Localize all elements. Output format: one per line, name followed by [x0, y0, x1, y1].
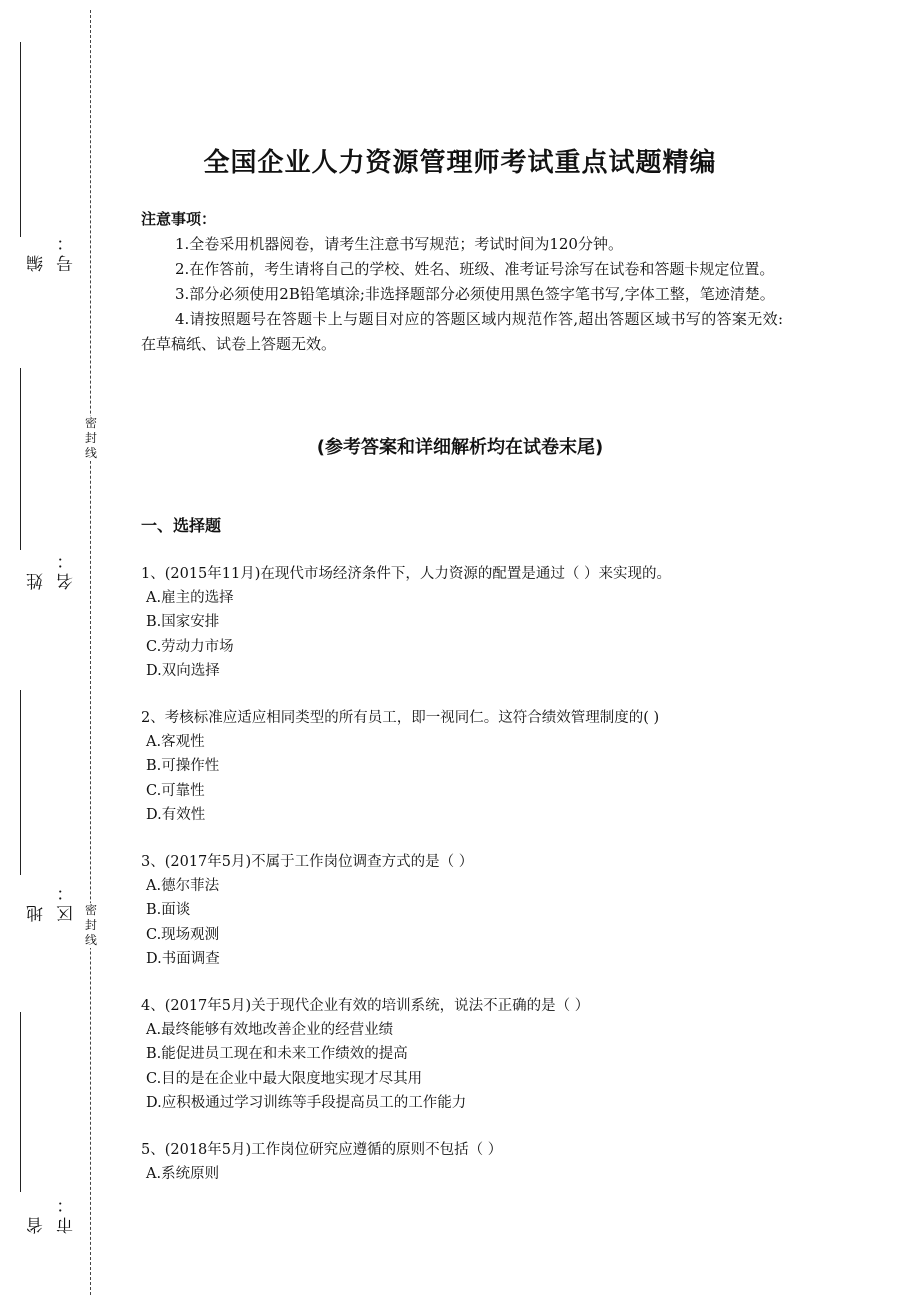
binding-rule-3 — [20, 690, 21, 875]
question-option: A.雇主的选择 — [146, 590, 234, 607]
answer-key-note: (参考答案和详细解析均在试卷末尾) — [316, 437, 604, 458]
question-stem: 2、考核标准应适应相同类型的所有员工，即一视同仁。这符合绩效管理制度的( ) — [141, 710, 660, 726]
exam-title: 全国企业人力资源管理师考试重点试题精编 — [203, 148, 717, 178]
question-option: A.最终能够有效地改善企业的经营业绩 — [146, 1022, 394, 1039]
notice-item: 2.在作答前，考生请将自己的学校、姓名、班级、准考证号涂写在试卷和答题卡规定位置。 — [175, 260, 775, 278]
question-stem: 1、(2015年11月)在现代市场经济条件下，人力资源的配置是通过（ ）来实现的。 — [141, 566, 671, 582]
notice-item: 1.全卷采用机器阅卷，请考生注意书写规范；考试时间为120分钟。 — [175, 235, 623, 253]
question-option: B.面谈 — [146, 902, 191, 919]
question-option: A.德尔菲法 — [146, 878, 220, 895]
notice-heading: 注意事项： — [141, 210, 217, 228]
question-4 — [141, 994, 791, 1115]
question-option: D.双向选择 — [146, 662, 220, 679]
field-serial-label: 编号： — [27, 230, 77, 272]
question-option: B.能促进员工现在和未来工作绩效的提高 — [146, 1046, 408, 1063]
question-option: C.可靠性 — [146, 782, 205, 799]
field-province-label: 省市： — [27, 1192, 77, 1234]
question-option: C.劳动力市场 — [146, 638, 234, 655]
question-stem: 5、(2018年5月)工作岗位研究应遵循的原则不包括（ ） — [141, 1142, 503, 1158]
question-option: A.客观性 — [146, 734, 205, 751]
binding-rule-4 — [20, 1012, 21, 1192]
binding-rule-top — [20, 42, 21, 237]
question-option: D.有效性 — [146, 806, 206, 823]
section-title: 一、选择题 — [141, 516, 222, 535]
question-3 — [141, 850, 791, 971]
notice-item: 3.部分必须使用2B铅笔填涂;非选择题部分必须使用黑色签字笔书写,字体工整，笔迹清楚。 — [175, 285, 775, 303]
question-option: A.系统原则 — [146, 1166, 220, 1183]
question-option: D.应积极通过学习训练等手段提高员工的工作能力 — [146, 1094, 467, 1111]
notice-block — [141, 207, 783, 357]
notice-item: 4.请按照题号在答题卡上与题目对应的答题区域内规范作答,超出答题区域书写的答案无效:在草稿纸、试卷上答题无效。 — [141, 310, 783, 353]
question-option: B.国家安排 — [146, 614, 220, 631]
seal-text-upper: 密封线 — [84, 416, 97, 460]
question-stem: 4、(2017年5月)关于现代企业有效的培训系统，说法不正确的是（ ） — [141, 998, 590, 1014]
seal-text-lower: 密封线 — [84, 903, 97, 947]
seal-dashed-line — [90, 10, 91, 1295]
question-stem: 3、(2017年5月)不属于工作岗位调查方式的是（ ） — [141, 854, 474, 870]
question-5 — [141, 1138, 791, 1186]
question-option: C.目的是在企业中最大限度地实现才尽其用 — [146, 1070, 423, 1087]
question-option: B.可操作性 — [146, 758, 220, 775]
field-region-label: 地区： — [27, 880, 77, 922]
question-1 — [141, 562, 791, 683]
question-2 — [141, 706, 791, 827]
question-option: C.现场观测 — [146, 926, 220, 943]
binding-rule-2 — [20, 368, 21, 550]
field-name-label: 姓名： — [27, 548, 77, 590]
question-option: D.书面调查 — [146, 950, 220, 967]
